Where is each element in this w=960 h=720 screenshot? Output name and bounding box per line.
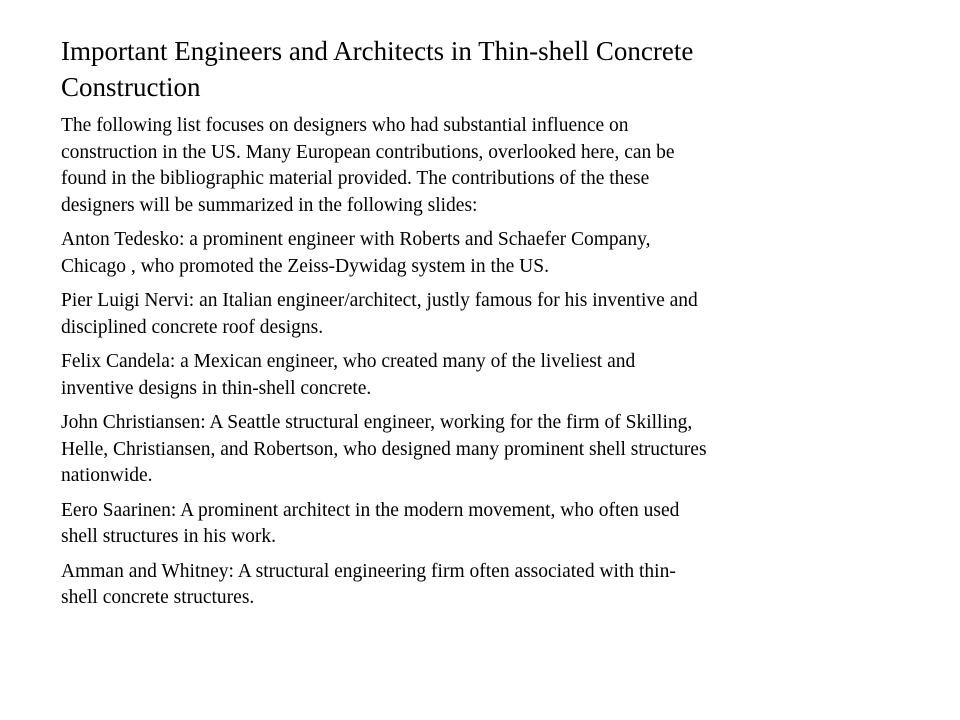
designer-entry-christiansen: John Christiansen: A Seattle structural engineer, working for the firm of Skilling, Helle, Christiansen, and Robertson, who designed many prominent shell structures nationwide. bbox=[61, 412, 707, 486]
designer-entry-saarinen: Eero Saarinen: A prominent architect in the modern movement, who often used shell structures in his work. bbox=[61, 499, 680, 547]
intro-paragraph: The following list focuses on designers who had substantial influence on construction in the US. Many European contributions, overlooked here, can be found in the bibliographic material provided. The contributions of the these designers will be summarized in the following slides: bbox=[61, 115, 675, 216]
designer-entry-amman-whitney: Amman and Whitney: A structural engineering firm often associated with thin- shell concrete structures. bbox=[61, 560, 676, 608]
designer-entry-tedesko: Anton Tedesko: a prominent engineer with Roberts and Schaefer Company, Chicago , who promoted the Zeiss-Dywidag system in the US. bbox=[61, 229, 651, 277]
slide-body bbox=[61, 113, 871, 620]
designer-entry-candela: Felix Candela: a Mexican engineer, who created many of the liveliest and inventive designs in thin-shell concrete. bbox=[61, 351, 636, 399]
designer-entry-nervi: Pier Luigi Nervi: an Italian engineer/architect, justly famous for his inventive and disciplined concrete roof designs. bbox=[61, 290, 698, 338]
slide-title: Important Engineers and Architects in Thin-shell Concrete Construction bbox=[61, 36, 694, 102]
